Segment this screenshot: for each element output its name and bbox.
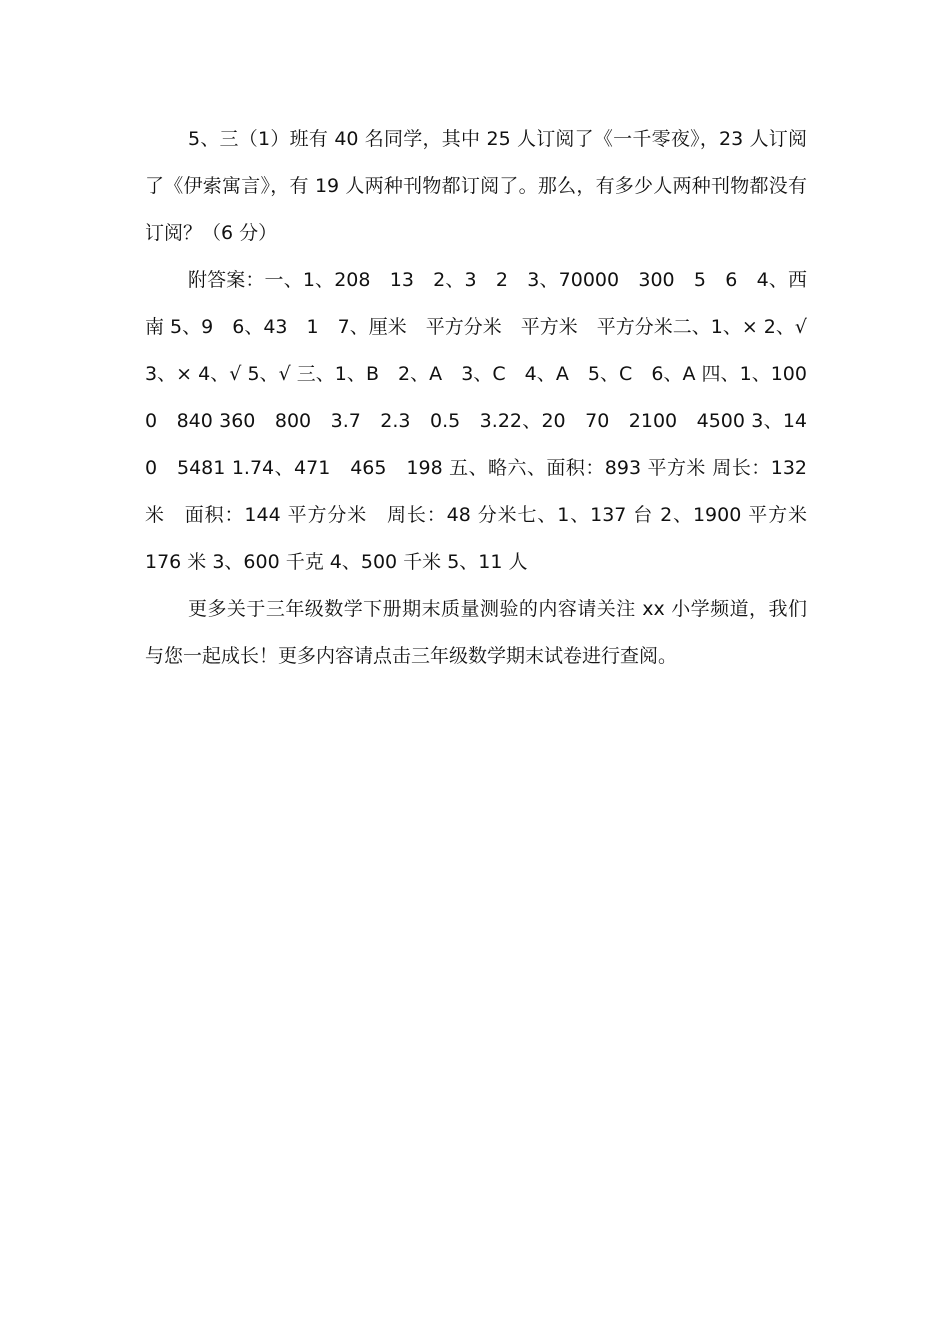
question-paragraph: 5、三（1）班有 40 名同学，其中 25 人订阅了《一千零夜》，23 人订阅了《伊索寓言》，有 19 人两种刊物都订阅了。那么，有多少人两种刊物都没有订阅？（6 分） [145, 128, 807, 244]
answer-key-paragraph: 附答案：一、1、208 13 2、3 2 3、70000 300 5 6 4、西 南 5、9 6、43 1 7、厘米 平方分米 平方米 平方分米二、1、× 2、√ 3、× 4、√ 5、√ 三、1、B 2、A 3、C 4、A 5、C 6、A 四、1、1000 840 360 800 3.7 2.3 0.5 3.22、20 70 2100 4500 3、140 5481 1.74、471 465 198 五、略六、面积：893 平方米 周长：132 米 面积：144 平方分米 周长：48 分米七、1、137 台 2、1900 平方米 176 米 3、600 千克 4、500 千米 5、11 人 [145, 269, 827, 573]
footer-paragraph: 更多关于三年级数学下册期末质量测验的内容请关注 xx 小学频道，我们与您一起成长！更多内容请点击三年级数学期末试卷进行查阅。 [145, 598, 807, 667]
document-body [145, 116, 827, 680]
